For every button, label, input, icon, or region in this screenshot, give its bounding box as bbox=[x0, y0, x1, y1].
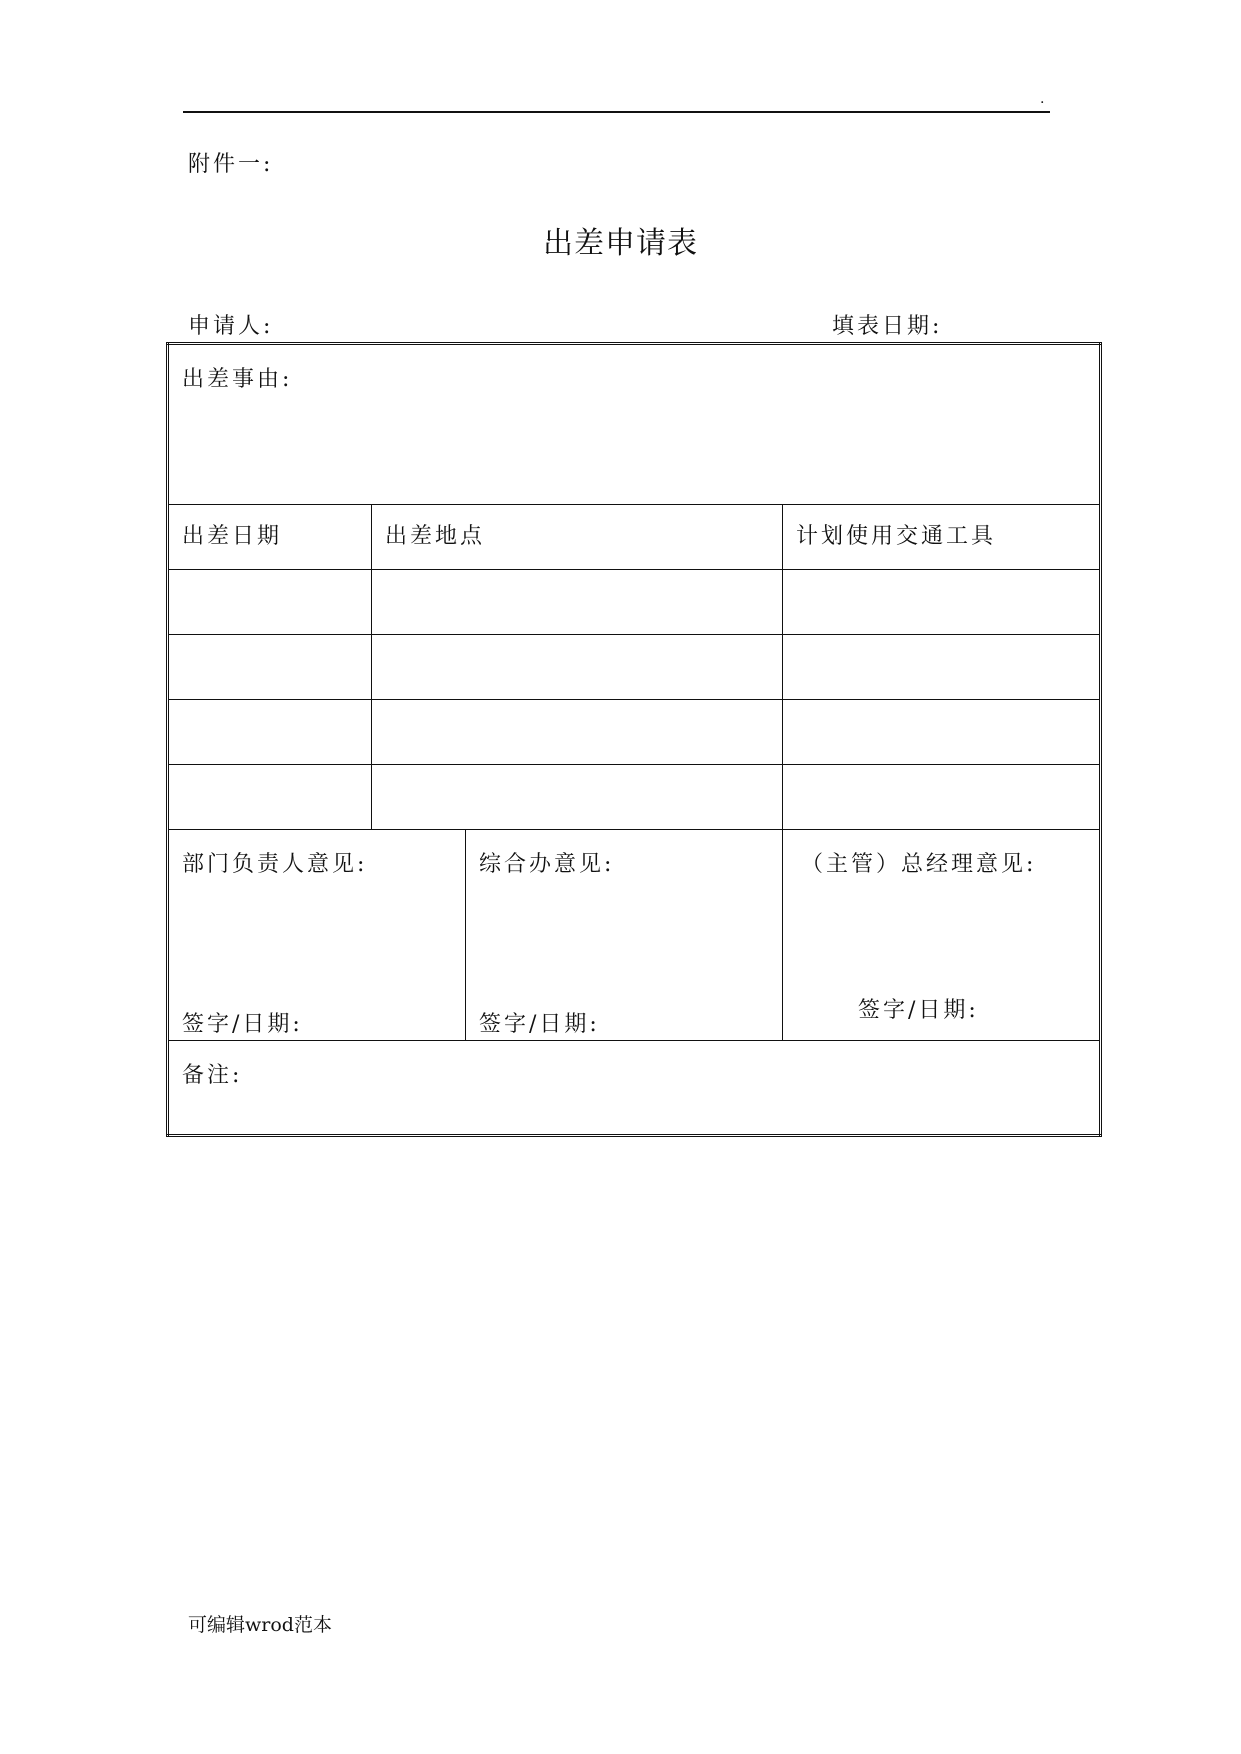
location-header-cell bbox=[372, 505, 783, 570]
header-rule bbox=[183, 111, 1050, 113]
opinion-row bbox=[168, 830, 1101, 1041]
location-header: 出差地点 bbox=[385, 524, 486, 549]
transport-cell[interactable] bbox=[783, 700, 1101, 765]
reason-cell[interactable] bbox=[168, 344, 1101, 505]
remarks-cell[interactable] bbox=[168, 1041, 1101, 1136]
general-office-sign-date-label: 签字/日期: bbox=[479, 1012, 600, 1037]
date-cell[interactable] bbox=[168, 635, 372, 700]
transport-cell[interactable] bbox=[783, 570, 1101, 635]
general-manager-opinion-cell[interactable] bbox=[783, 830, 1101, 1041]
transport-cell[interactable] bbox=[783, 635, 1101, 700]
page-title: 出差申请表 bbox=[543, 226, 698, 261]
transport-header-cell bbox=[783, 505, 1101, 570]
general-manager-opinion-label: （主管）总经理意见: bbox=[801, 852, 1037, 877]
general-manager-sign-date-label: 签字/日期: bbox=[858, 998, 979, 1023]
general-office-opinion-label: 综合办意见: bbox=[479, 852, 615, 877]
date-header-cell bbox=[168, 505, 372, 570]
column-header-row bbox=[168, 505, 1101, 570]
table-row bbox=[168, 765, 1101, 830]
applicant-label: 申请人: bbox=[188, 314, 274, 339]
reason-label: 出差事由: bbox=[182, 367, 293, 392]
dept-head-opinion-cell[interactable] bbox=[168, 830, 466, 1041]
dept-head-sign-date-label: 签字/日期: bbox=[182, 1012, 303, 1037]
header-dot: . bbox=[1040, 91, 1045, 107]
location-cell[interactable] bbox=[372, 765, 783, 830]
location-cell[interactable] bbox=[372, 570, 783, 635]
remarks-label: 备注: bbox=[182, 1063, 243, 1088]
date-cell[interactable] bbox=[168, 570, 372, 635]
travel-application-form bbox=[166, 342, 1102, 1137]
table-row bbox=[168, 635, 1101, 700]
location-cell[interactable] bbox=[372, 700, 783, 765]
date-cell[interactable] bbox=[168, 765, 372, 830]
attachment-label: 附件一: bbox=[188, 152, 274, 177]
footer-note: 可编辑wrod范本 bbox=[188, 1614, 332, 1636]
general-office-opinion-cell[interactable] bbox=[466, 830, 783, 1041]
date-header: 出差日期 bbox=[182, 524, 283, 549]
table-row bbox=[168, 570, 1101, 635]
table-row bbox=[168, 700, 1101, 765]
transport-cell[interactable] bbox=[783, 765, 1101, 830]
dept-head-opinion-label: 部门负责人意见: bbox=[182, 852, 368, 877]
transport-header: 计划使用交通工具 bbox=[796, 524, 997, 549]
location-cell[interactable] bbox=[372, 635, 783, 700]
fill-date-label: 填表日期: bbox=[832, 314, 943, 339]
date-cell[interactable] bbox=[168, 700, 372, 765]
